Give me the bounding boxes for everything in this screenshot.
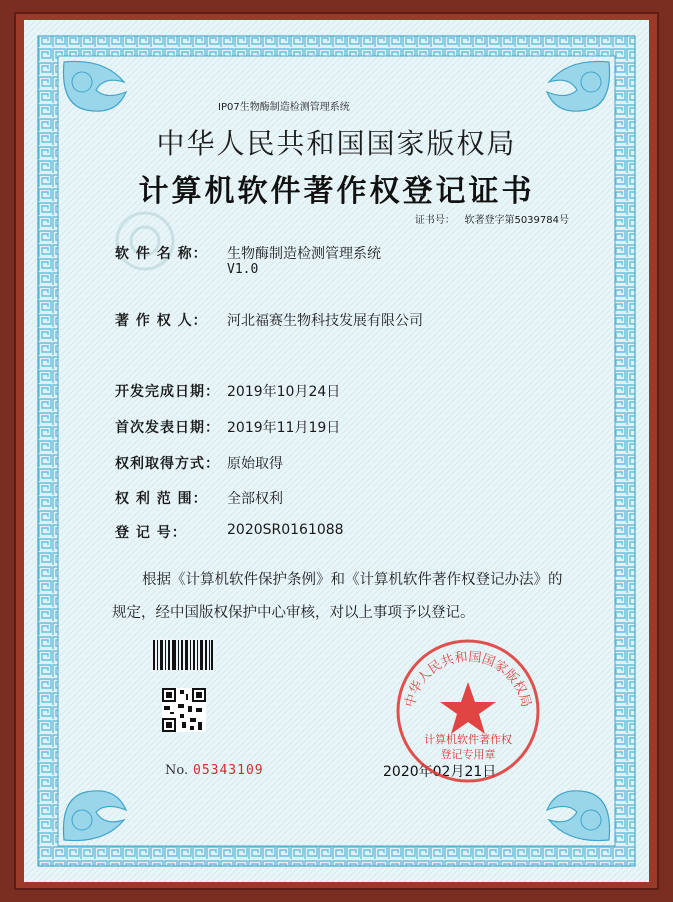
statement-line-2: 规定，经中国版权保护中心审核，对以上事项予以登记。	[112, 605, 475, 621]
field-value-software-name: 生物酶制造检测管理系统	[227, 246, 381, 262]
field-label-publish-date: 首次发表日期：	[115, 420, 220, 436]
software-line: IP07生物酶制造检测管理系统	[218, 102, 350, 113]
certificate-title: 计算机软件著作权登记证书	[138, 174, 535, 209]
field-value-owner: 河北福赛生物科技发展有限公司	[227, 313, 423, 329]
cert-number-label: 证书号：	[414, 215, 455, 226]
field-value-acquisition: 原始取得	[227, 456, 283, 472]
serial-label: No.	[165, 763, 189, 778]
seal-star-icon	[440, 682, 496, 734]
official-seal	[393, 636, 543, 786]
barcode	[151, 638, 215, 672]
serial-number: 05343109	[193, 763, 264, 778]
field-value-registration: 2020SR0161088	[227, 522, 344, 538]
field-label-completion-date: 开发完成日期：	[115, 384, 220, 400]
field-label-acquisition: 权利取得方式：	[115, 456, 220, 472]
authority-heading: 中华人民共和国国家版权局	[156, 127, 517, 160]
field-value-scope: 全部权利	[227, 491, 283, 507]
seal-line-1: 计算机软件著作权	[424, 733, 512, 746]
field-value-completion-date: 2019年10月24日	[227, 384, 341, 400]
copyright-watermark	[112, 208, 178, 274]
cert-number-value: 软著登字第5039784号	[464, 215, 569, 226]
qr-code	[162, 688, 206, 732]
field-label-owner: 著 作 权 人：	[115, 313, 208, 329]
issue-date: 2020年02月21日	[383, 764, 497, 780]
seal-line-2: 登记专用章	[440, 748, 496, 761]
field-label-registration: 登 记 号：	[115, 525, 187, 541]
certificate-number	[415, 211, 569, 226]
field-label-software-name: 软 件 名 称：	[115, 246, 208, 262]
statement-line-1: 根据《计算机软件保护条例》和《计算机软件著作权登记办法》的	[142, 572, 563, 588]
seal-ring-text: 中华人民共和国国家版权局	[402, 649, 534, 709]
field-value-publish-date: 2019年11月19日	[227, 420, 341, 436]
field-value-version: V1.0	[227, 262, 259, 277]
field-label-scope: 权 利 范 围：	[115, 491, 208, 507]
